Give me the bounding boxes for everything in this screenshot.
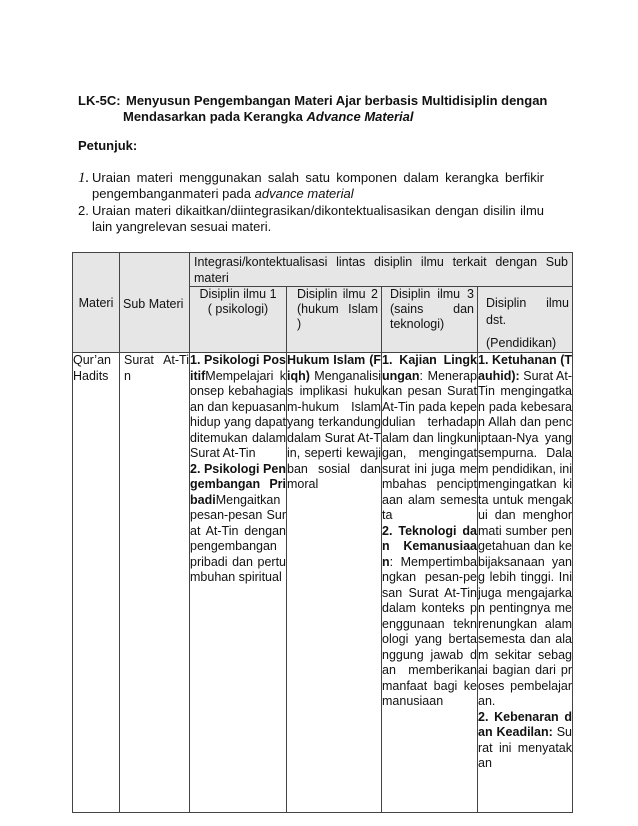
instruction-item [78,170,544,202]
pendidikan-point-1-title: 1. Ketuhanan (Tauhid): [478,353,572,383]
cell-materi: Qur’an Hadits [73,353,120,813]
header-sub-materi: Sub Materi [120,253,190,353]
header-disiplin-2: Disiplin ilmu 2 (hukum Islam ) [287,287,382,353]
worksheet-heading [78,93,558,125]
hukum-text: Menganalisis implikasi hukum-hukum Islam yang terkandung dalam Surat At-Tin, seperti kewajiban sosial dan moral [287,368,381,491]
table-header-row [73,253,573,287]
instruction-number: 2. [78,203,89,218]
instructions-title: Petunjuk: [78,138,138,153]
cell-hukum-islam [287,353,382,813]
heading-line-2-italic: Advance Material [306,109,414,124]
heading-line-2-text: Mendasarkan pada Kerangka [123,109,307,124]
table-row [73,353,573,813]
sains-point-2-text: : Mempertimbangkan pesan-pesan Surat At-Tin dalam konteks penggunaan teknologi yang bertanggung jawab dan memberikan manfaat bagi kemanusiaan [382,554,477,708]
pendidikan-point-2-title: 2. Kebenaran dan Keadilan: [478,709,572,739]
header-integrasi: Integrasi/kontektualisasi lintas disiplin ilmu terkait dengan Sub materi [190,253,573,287]
header-disiplin-1: Disiplin ilmu 1 ( psikologi) [190,287,287,353]
instruction-number: 1. [78,170,90,186]
instruction-text: Uraian materi menggunakan salah satu komponen dalam kerangka berfikir pengembanganmateri pada [92,170,544,201]
heading-line-2 [78,109,558,125]
cell-psikologi [190,353,287,813]
cell-sains-teknologi [382,353,478,813]
instruction-item [78,203,544,235]
instruction-text-italic: advance material [254,186,354,201]
pendidikan-point-1-text: Surat At-Tin mengingatkan pada kebesaran Allah dan penciptaan-Nya yang sempurna. Dalam pendidikan, ini mengingatkan kita untuk mengakui dan menghormati sumber pengetahuan dan kebijaksanaan yang lebih tinggi. Ini juga mengajarkan pentingnya merenungkan alam semesta dan alam sekitar sebagai bagian dari proses pembelajaran. [478,368,572,708]
header-disiplin-3: Disiplin ilmu 3 (sains dan teknologi) [382,287,478,353]
sains-point-1-text: : Menerapkan pesan Surat At-Tin pada kepedulian terhadap alam dan lingkungan, mengingat surat ini juga membahas penciptaan alam semesta [382,368,477,522]
psikologi-point-2-title: 2. Psikologi Pengembangan Pribadi [190,461,286,507]
sains-point-2-title: 2. Teknologi dan Kemanusiaan [382,523,477,569]
sains-point-1-title: 1. Kajian Lingkungan [382,353,477,383]
pendidikan-point-2-text: Surat ini menyatakan [478,725,572,770]
heading-line-1: Menyusun Pengembangan Materi Ajar berbasis Multidisiplin dengan [126,93,548,108]
psikologi-point-1-text: Mempelajari konsep kebahagiaan dan kepuasan hidup yang dapat ditemukan dalam Surat At-Tin [190,368,286,460]
psikologi-point-1-title: 1. Psikologi Positif [190,353,286,383]
worksheet-code: LK-5C: [78,93,121,108]
header-disiplin-4 [478,287,573,353]
header-disiplin-4-label: Disiplin ilmu dst. [486,296,569,327]
header-disiplin-4-pendidikan: (Pendidikan) [486,336,557,350]
instructions-list [78,170,544,235]
integration-table [72,252,573,813]
instruction-text: Uraian materi dikaitkan/diintegrasikan/dikontektualisasikan dengan disilin ilmu lain yangrelevan sesuai materi. [92,203,544,234]
hukum-title: Hukum Islam (Fiqh) [287,353,381,383]
psikologi-point-2-text: Mengaitkan pesan-pesan Surat At-Tin dengan pengembangan pribadi dan pertumbuhan spiritual [190,492,286,584]
header-materi: Materi [73,253,120,353]
cell-pendidikan [478,353,573,813]
cell-sub-materi: Surat At-Tin [120,353,190,813]
